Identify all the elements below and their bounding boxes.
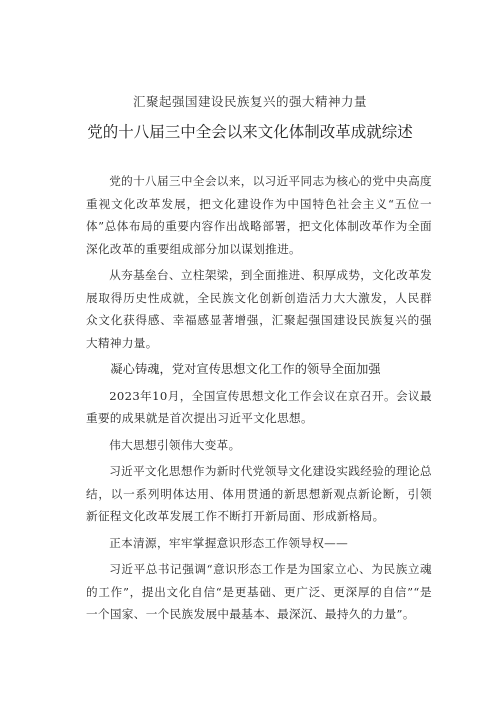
paragraph-section-3: 习近平文化思想作为新时代党领导文化建设实践经验的理论总结，以一系列明体达用、体用贯通的新思想新观点新论断，引领新征程文化改革发展工作不断打开新局面、形成新格局。 [86, 464, 432, 523]
paragraph-section-2: 伟大思想引领伟大变革。 [109, 437, 241, 452]
section-heading: 凝心铸魂，党对宣传思想文化工作的领导全面加强 [110, 362, 381, 376]
article-subtitle: 汇聚起强国建设民族复兴的强大精神力量 [132, 94, 367, 109]
article-title: 党的十八届三中全会以来文化体制改革成就综述 [87, 123, 413, 141]
paragraph-section-4: 正本清源，牢牢掌握意识形态工作领导权—— [109, 535, 349, 550]
paragraph-section-1: 2023年10月，全国宣传思想文化工作会议在京召开。会议最重要的成果就是首次提出习近平文化思想。 [86, 388, 432, 425]
paragraph-intro-2: 从夯基垒台、立柱架梁，到全面推进、积厚成势，文化改革发展取得历史性成就，全民族文化创新创造活力大大激发，人民群众文化获得感、幸福感显著增强，汇聚起强国建设民族复兴的强大精神力量。 [86, 268, 432, 350]
article-body [86, 170, 432, 626]
paragraph-intro-1: 党的十八届三中全会以来，以习近平同志为核心的党中央高度重视文化改革发展，把文化建设作为中国特色社会主义“五位一体”总体布局的重要内容作出战略部署，把文化体制改革作为全面深化改革的重要组成部分加以谋划推进。 [86, 174, 432, 256]
paragraph-section-5: 习近平总书记强调“意识形态工作是为国家立心、为民族立魂的工作”，提出文化自信“是更基础、更广泛、更深厚的自信”“是一个国家、一个民族发展中最基本、最深沉、最持久的力量”。 [86, 562, 432, 621]
